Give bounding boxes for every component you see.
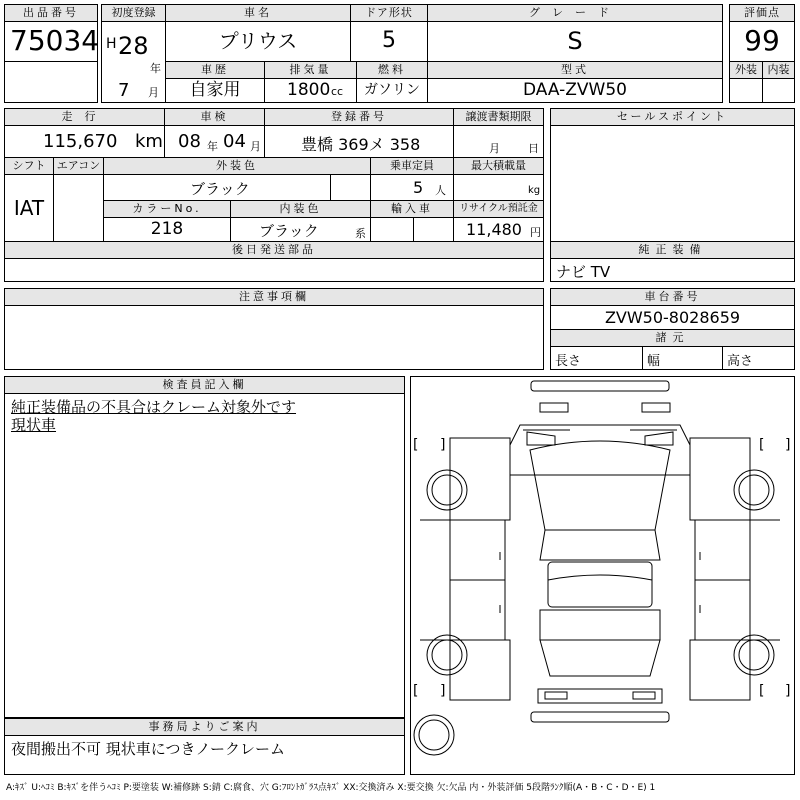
capacity-label: 乗車定員 [370, 157, 454, 175]
caution-label: 注意事項欄 [4, 288, 544, 306]
reg-no-label: 登録番号 [264, 108, 454, 126]
grade-value: S [427, 21, 723, 62]
dims-label: 諸元 [550, 329, 795, 347]
car-name: プリウス [165, 21, 351, 62]
door-value: 5 [350, 21, 428, 62]
shift-label: シフト [4, 157, 54, 175]
height-label: 高さ [727, 354, 754, 369]
max-load-label: 最大積載量 [453, 157, 544, 175]
mileage-label: 走行 [4, 108, 165, 126]
office-text: 夜間搬出不可 現状車につきノークレーム [11, 740, 286, 758]
recycle-value: 11,480 [466, 220, 522, 239]
later-parts-label: 後日発送部品 [4, 241, 544, 259]
lot-no-label: 出品番号 [4, 4, 98, 22]
score-label: 評価点 [729, 4, 795, 22]
recycle-label: リサイクル預託金 [453, 200, 544, 218]
displacement-value: 1800 [287, 80, 331, 100]
reg-year-unit: 年 [150, 62, 161, 75]
chassis-label: 車台番号 [550, 288, 795, 306]
mileage-unit: km [135, 131, 163, 152]
diagram-bracket-tr: [ [759, 437, 765, 453]
lot-no: 75034 [10, 24, 100, 57]
int-color-unit: 系 [355, 227, 366, 240]
diagram-bracket-mr2: ] [785, 683, 791, 699]
interior-label: 内装 [762, 61, 795, 79]
ac-label: エアコン [53, 157, 104, 175]
recycle-unit: 円 [530, 226, 541, 239]
genuine-label: 純正装備 [550, 241, 795, 259]
shift-value: IAT [4, 174, 54, 242]
diagram-bracket-mr: [ [759, 683, 765, 699]
car-body-outline [420, 381, 780, 722]
era: H [106, 36, 117, 52]
width-label: 幅 [647, 354, 661, 369]
score-value: 99 [729, 21, 795, 62]
fuel-label: 燃料 [356, 61, 428, 79]
capacity-unit: 人 [435, 184, 446, 197]
sales-point-label: セールスポイント [550, 108, 795, 126]
exterior-label: 外装 [729, 61, 763, 79]
inspector-label: 検査員記入欄 [4, 376, 405, 394]
ext-color-value: ブラック [190, 180, 250, 198]
history-label: 車歴 [165, 61, 265, 79]
inspector-line-1: 純正装備品の不具合はクレーム対象外です [11, 398, 297, 416]
first-reg-label: 初度登録 [101, 4, 166, 22]
fuel-value: ガソリン [356, 78, 428, 103]
inspection-label: 車検 [164, 108, 265, 126]
chassis-value: ZVW50-8028659 [550, 305, 795, 330]
office-label: 事務局よりご案内 [4, 718, 405, 736]
color-no-value: 218 [103, 217, 231, 242]
ext-color-label: 外装色 [103, 157, 371, 175]
insp-month-unit: 月 [250, 140, 261, 153]
length-label: 長さ [555, 354, 582, 369]
car-name-label: 車名 [165, 4, 351, 22]
int-color-label: 内装色 [230, 200, 371, 218]
insp-month: 04 [223, 131, 246, 152]
transfer-month-unit: 月 [489, 142, 500, 155]
capacity-value: 5 [413, 178, 424, 197]
diagram-bracket-tr2: ] [785, 437, 791, 453]
legend-text: A:ｷｽﾞ U:ﾍｺﾐ B:ｷｽﾞを伴うﾍｺﾐ P:要塗装 W:補修跡 S:錆 C:腐食、穴 G:ﾌﾛﾝﾄｶﾞﾗｽ点ｷｽﾞ XX:交換済み X:要交換 欠:欠品 内・外装評価 5段階ﾗﾝｸ順(A・B・C・D・E) 1 [6, 783, 656, 793]
diagram-bracket-ml: [ [413, 683, 419, 699]
model-label: 型式 [427, 61, 723, 79]
history-value: 自家用 [165, 78, 265, 103]
door-label: ドア形状 [350, 4, 428, 22]
reg-month-unit: 月 [148, 86, 159, 99]
mileage-value: 115,670 [43, 131, 118, 152]
inspector-line-2: 現状車 [11, 416, 57, 434]
grade-label: グレード [427, 4, 723, 22]
displacement-label: 排気量 [264, 61, 357, 79]
insp-year: 08 [178, 131, 201, 152]
insp-year-unit: 年 [207, 140, 218, 153]
displacement-unit: cc [331, 85, 344, 98]
model-value: DAA-ZVW50 [427, 78, 723, 103]
diagram-bracket-tl: [ [413, 437, 419, 453]
import-label: 輸入車 [370, 200, 454, 218]
transfer-label: 譲渡書類期限 [453, 108, 544, 126]
max-load-unit: kg [528, 185, 541, 196]
reg-month: 7 [118, 80, 130, 101]
genuine-value: ナビ TV [556, 263, 611, 281]
reg-year: 28 [118, 32, 149, 60]
color-no-label: カラーNo. [103, 200, 231, 218]
reg-no: 豊橋 369メ 358 [301, 135, 421, 154]
int-color-value: ブラック [259, 222, 319, 240]
diagram-bracket-tl2: ] [440, 437, 446, 453]
diagram-bracket-ml2: ] [440, 683, 446, 699]
transfer-day-unit: 日 [528, 142, 539, 155]
